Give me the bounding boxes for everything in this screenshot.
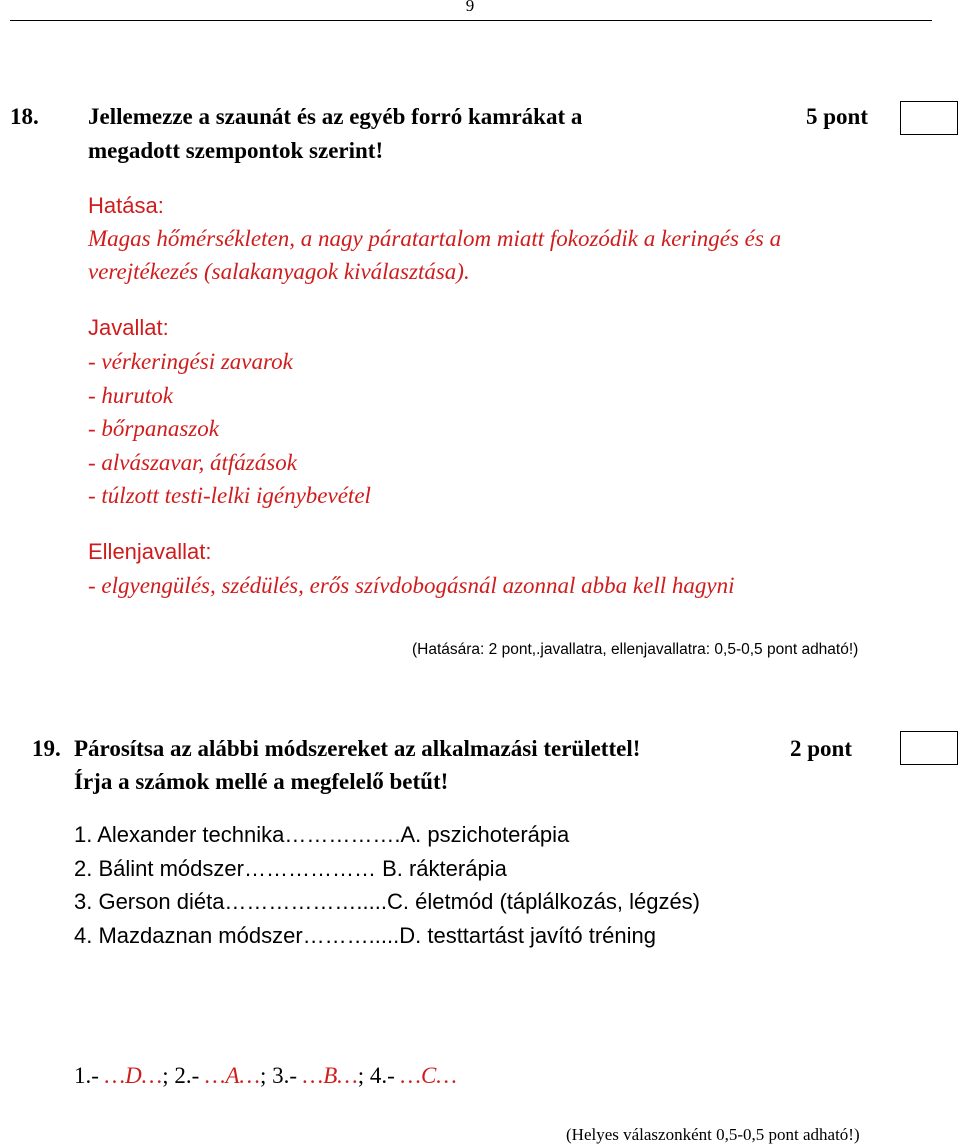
- q18-indication-item: - vérkeringési zavarok: [88, 349, 293, 374]
- q18-indication-item: - hurutok: [88, 383, 173, 408]
- q18-effect-heading: Hatása:: [88, 193, 164, 218]
- q18-score-box[interactable]: [900, 101, 958, 135]
- answer-prefix: 1.-: [74, 1063, 105, 1088]
- q18-effect-line1: Magas hőmérsékleten, a nagy páratartalom miatt fokozódik a keringés és a: [88, 226, 782, 251]
- q18-contra-heading: Ellenjavallat:: [88, 539, 212, 564]
- q19-pair-row: 3. Gerson diéta……………….....C. életmód (táplálkozás, légzés): [74, 889, 701, 914]
- q18-effect-line2: verejtékezés (salakanyagok kiválasztása).: [88, 259, 470, 284]
- q19-pair-row: 1. Alexander technika…………….A. pszichoterápia: [74, 822, 570, 847]
- answer-separator: ;: [259, 1063, 273, 1088]
- q19-title-line1: Párosítsa az alábbi módszereket az alkalmazási területtel!: [74, 736, 641, 761]
- q18-points: 5 pont: [806, 104, 868, 129]
- q18-title-line2: megadott szempontok szerint!: [88, 138, 384, 163]
- q19-points: 2 pont: [790, 736, 852, 761]
- q18-contra-line: - elgyengülés, szédülés, erős szívdobogásnál azonnal abba kell hagyni: [88, 573, 735, 598]
- q19-number: 19.: [32, 736, 61, 761]
- q19-pair-row: 2. Bálint módszer……………… B. rákterápia: [74, 856, 507, 881]
- q19-answer-line: [74, 1063, 457, 1089]
- q18-scoring-note: (Hatására: 2 pont,.javallatra, ellenjavallatra: 0,5-0,5 pont adható!): [412, 641, 859, 658]
- q19-title-line2: Írja a számok mellé a megfelelő betűt!: [74, 769, 449, 794]
- answer-separator: ;: [357, 1063, 370, 1088]
- answer-value[interactable]: …A…: [205, 1063, 260, 1088]
- q19-score-box[interactable]: [900, 731, 958, 765]
- answer-value[interactable]: …C…: [400, 1063, 457, 1088]
- q18-number: 18.: [10, 104, 39, 129]
- q19-pair-row: 4. Mazdaznan módszer……….....D. testtartást javító tréning: [74, 923, 657, 948]
- q19-scoring-note: (Helyes válaszonként 0,5-0,5 pont adható!): [566, 1125, 860, 1144]
- answer-prefix: 4.-: [369, 1063, 401, 1088]
- q18-indication-item: - túlzott testi-lelki igénybevétel: [88, 483, 371, 508]
- q18-title-line1: Jellemezze a szaunát és az egyéb forró kamrákat a: [88, 104, 583, 129]
- q18-indication-item: - alvászavar, átfázások: [88, 450, 297, 475]
- q18-indication-item: - bőrpanaszok: [88, 416, 219, 441]
- answer-prefix: 3.-: [272, 1063, 303, 1088]
- answer-value[interactable]: …D…: [104, 1063, 163, 1088]
- answer-separator: ;: [162, 1063, 175, 1088]
- answer-prefix: 2.-: [174, 1063, 205, 1088]
- page-number: 9: [465, 0, 475, 15]
- header-rule: [10, 20, 932, 21]
- answer-value[interactable]: …B…: [302, 1063, 358, 1088]
- q18-indication-heading: Javallat:: [88, 315, 169, 340]
